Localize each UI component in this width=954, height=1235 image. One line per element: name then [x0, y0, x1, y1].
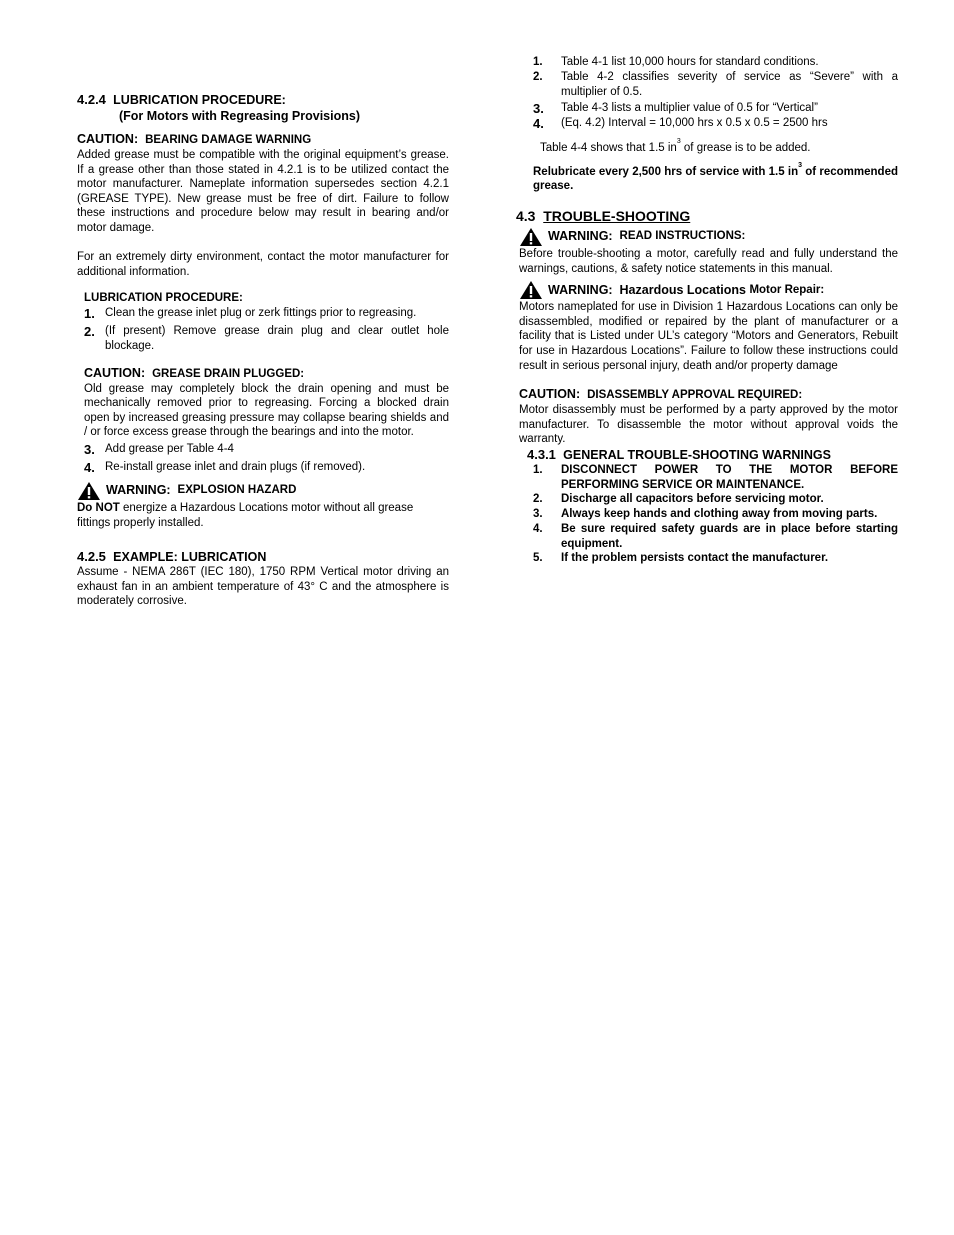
paragraph: Assume - NEMA 286T (IEC 180), 1750 RPM Vertical motor driving an exhaust fan in an ambient temperature of 43° C and the atmosphere is moderately corrosive.	[77, 566, 449, 608]
paragraph	[77, 501, 449, 530]
caution-title: BEARING DAMAGE WARNING	[145, 134, 312, 146]
caution-heading	[519, 387, 898, 403]
list-number: 2.	[533, 71, 543, 83]
paragraph: Motor disassembly must be performed by a party approved by the motor manufacturer. To disassemble the motor without approval voids the warranty.	[519, 404, 898, 446]
warning-label: WARNING:	[548, 282, 613, 297]
warning-subtitle: Motor Repair:	[749, 283, 825, 296]
left-column	[77, 92, 449, 609]
section-4-2-4-heading	[77, 92, 449, 108]
list-text: Be sure required safety guards are in place before starting equipment.	[561, 523, 898, 550]
table-note	[540, 135, 898, 156]
caution-label: CAUTION:	[84, 365, 146, 380]
section-title: EXAMPLE: LUBRICATION	[113, 550, 267, 565]
list-number: 5.	[533, 552, 543, 565]
list-number: 4.	[533, 523, 543, 536]
superscript: 3	[798, 161, 803, 169]
superscript: 3	[676, 138, 681, 146]
list-item	[533, 463, 898, 492]
list-text: Clean the grease inlet plug or zerk fittings prior to regreasing.	[105, 307, 417, 320]
caution-heading	[77, 132, 449, 148]
right-column	[516, 55, 898, 566]
list-item	[84, 324, 449, 353]
warning-heading	[519, 227, 898, 247]
warning-title: EXPLOSION HAZARD	[177, 484, 297, 497]
section-title: GENERAL TROUBLE-SHOOTING WARNINGS	[563, 447, 831, 462]
section-number: 4.3.1	[527, 446, 556, 462]
note-text: Relubricate every 2,500 hrs of service with 1.5 in	[533, 165, 799, 178]
list-text: Discharge all capacitors before servicing motor.	[561, 493, 824, 506]
note-text: of grease is to be added.	[680, 142, 811, 155]
warning-triangle-icon	[519, 227, 543, 247]
warning-label: WARNING:	[106, 483, 171, 498]
list-item	[533, 70, 898, 99]
list-text: Table 4-3 lists a multiplier value of 0.5 for “Vertical”	[561, 102, 818, 115]
list-text: (If present) Remove grease drain plug and clear outlet hole blockage.	[105, 325, 449, 352]
caution-label: CAUTION:	[519, 387, 581, 402]
list-item	[533, 116, 898, 131]
procedure-label: LUBRICATION PROCEDURE:	[84, 292, 243, 305]
list-text: Re-install grease inlet and drain plugs (if removed).	[105, 460, 366, 473]
warning-heading	[77, 481, 449, 501]
warning-title: Hazardous Locations	[619, 282, 746, 297]
paragraph: Old grease may completely block the drain opening and must be mechanically removed prior to regreasing. Forcing a blocked drain open by increased greasing pressure may collapse bearing shields and / or force excess grease through the bearings and into the motor.	[84, 382, 449, 439]
warning-title: READ INSTRUCTIONS:	[619, 230, 746, 243]
list-number: 2.	[84, 324, 95, 340]
warning-label: WARNING:	[548, 229, 613, 244]
warning-heading	[519, 280, 898, 300]
warning-triangle-icon	[77, 481, 101, 501]
emphasis-text: Do NOT	[77, 501, 120, 514]
paragraph: Before trouble-shooting a motor, carefully read and fully understand the warnings, cautions, & safety notice statements in this manual.	[519, 247, 898, 275]
paragraph-text: energize a Hazardous Locations motor without all grease fittings properly installed.	[77, 501, 414, 529]
note-text: Table 4-4 shows that 1.5 in	[540, 142, 677, 155]
list-text: Table 4-2 classifies severity of service as “Severe” with a multiplier of 0.5.	[561, 71, 898, 98]
example-steps	[533, 55, 898, 194]
trouble-shooting-warnings	[533, 463, 898, 566]
list-number: 3.	[84, 441, 95, 457]
list-item	[533, 101, 898, 116]
list-text: DISCONNECT POWER TO THE MOTOR BEFORE PERFORMING SERVICE OR MAINTENANCE.	[561, 463, 898, 491]
section-number: 4.2.4	[77, 92, 106, 107]
paragraph: For an extremely dirty environment, contact the motor manufacturer for additional information.	[77, 251, 449, 278]
list-number: 4.	[533, 116, 544, 132]
section-title: LUBRICATION PROCEDURE:	[113, 93, 286, 107]
list-item	[84, 442, 449, 457]
list-text: Add grease per Table 4-4	[105, 442, 234, 455]
list-number: 2.	[533, 493, 543, 506]
section-title: TROUBLE-SHOOTING	[543, 207, 691, 224]
caution-title: DISASSEMBLY APPROVAL REQUIRED:	[587, 389, 803, 402]
list-text: If the problem persists contact the manufacturer.	[561, 552, 829, 565]
list-number: 3.	[533, 508, 543, 521]
caution-heading	[84, 366, 449, 382]
paragraph: Added grease must be compatible with the original equipment’s grease. If a grease other than those stated in 4.2.1 is to be utilized contact the motor manufacturer. Nameplate information supersedes section 4.2.1 (GREASE TYPE). New grease must be free of dirt. Failure to follow these instructions and procedure below may result in bearing and/or motor damage.	[77, 149, 449, 234]
list-item	[533, 522, 898, 551]
paragraph: Motors nameplated for use in Division 1 Hazardous Locations can only be disassembled, modified or repaired by the plant of manufacturer or a facility that is Listed under UL’s category “Motors and Generators, Rebuilt for use in Hazardous Locations”. Failure to follow these instructions could result in serious personal injury, death and/or property damage	[519, 301, 898, 372]
list-item	[84, 306, 449, 321]
section-4-3-1-heading	[527, 447, 898, 463]
section-subtitle: (For Motors with Regreasing Provisions)	[119, 109, 360, 123]
section-number: 4.2.5	[77, 549, 106, 565]
caution-label: CAUTION:	[77, 132, 139, 146]
list-item	[84, 460, 449, 475]
list-item	[533, 492, 898, 507]
list-text: (Eq. 4.2) Interval = 10,000 hrs x 0.5 x 0.5 = 2500 hrs	[561, 117, 828, 130]
procedure-block	[84, 292, 449, 475]
list-text: Table 4-1 list 10,000 hours for standard conditions.	[561, 56, 819, 68]
section-4-2-5-heading	[77, 549, 449, 565]
list-item	[533, 55, 898, 70]
list-number: 1.	[84, 306, 95, 322]
list-item	[533, 551, 898, 566]
section-number: 4.3	[516, 207, 536, 224]
section-4-3-heading	[516, 208, 898, 224]
list-item	[533, 507, 898, 522]
caution-title: GREASE DRAIN PLUGGED:	[152, 367, 305, 380]
list-number: 1.	[533, 463, 543, 476]
list-text: Always keep hands and clothing away from moving parts.	[561, 508, 878, 521]
note-text: of recommended grease.	[533, 165, 898, 193]
list-number: 3.	[533, 101, 544, 117]
list-number: 4.	[84, 459, 95, 475]
warning-triangle-icon	[519, 280, 543, 300]
relubricate-note	[533, 159, 898, 194]
list-number: 1.	[533, 56, 543, 68]
